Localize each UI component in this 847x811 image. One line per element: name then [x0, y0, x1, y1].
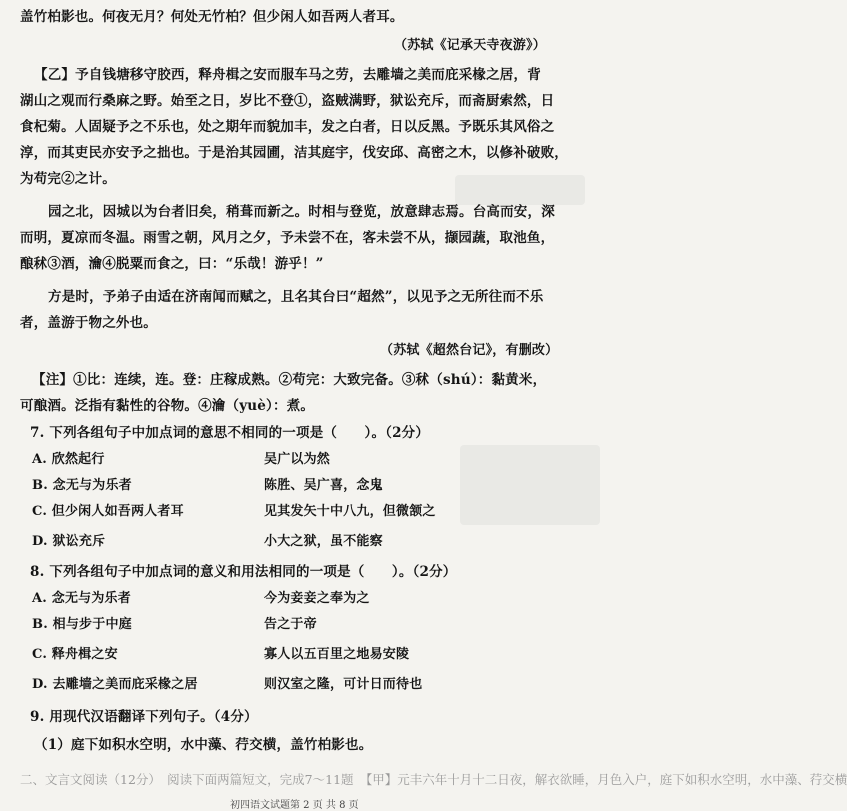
q8-option-d-left: D. 去雕墙之美而庇采椽之居 [32, 677, 198, 692]
q7-option-b-right: 陈胜、吴广喜，念鬼 [264, 478, 383, 493]
passage-b-line: 淳，而其吏民亦安予之拙也。于是治其园圃，洁其庭宇，伐安邱、高密之木，以修补破败， [20, 145, 568, 161]
passage-b-line: 为苟完②之计。 [20, 171, 116, 187]
notes-line: 可酿酒。泛指有黏性的谷物。④瀹（yuè）：煮。 [20, 398, 315, 414]
passage-b-tag: 【乙】 [34, 67, 76, 83]
question-9-stem: 9. 用现代汉语翻译下列句子。（4分） [30, 709, 258, 725]
passage-b-line: 湖山之观而行桑麻之野。始至之日，岁比不登①，盗贼满野，狱讼充斥，而斋厨索然，日 [20, 93, 555, 109]
passage-b-line: 食杞菊。人固疑予之不乐也，处之期年而貌加丰，发之白者，日以反黑。予既乐其风俗之 [20, 119, 555, 135]
page-footer: 初四语文试题第 2 页 共 8 页 [230, 800, 359, 811]
q7-option-d-right: 小大之狱，虽不能察 [264, 534, 383, 549]
q8-option-c-left: C. 释舟楫之安 [32, 647, 118, 662]
question-7-stem: 7. 下列各组句子中加点词的意思不相同的一项是（ ）。（2分） [30, 425, 430, 441]
q7-option-d-left: D. 狱讼充斥 [32, 534, 106, 549]
q7-option-c-left: C. 但少闲人如吾两人者耳 [32, 504, 184, 519]
passage-b-line: 方是时，予弟子由适在济南闻而赋之，且名其台曰“超然”，以见予之无所往而不乐 [48, 289, 544, 305]
q7-option-a-left: A. 欣然起行 [32, 452, 105, 467]
passage-a-source: （苏轼《记承天寺夜游》） [394, 38, 546, 53]
passage-b-line: 酿秫③酒，瀹④脱粟而食之，曰：“乐哉！游乎！” [20, 256, 324, 272]
passage-a-tail: 盖竹柏影也。何夜无月？何处无竹柏？但少闲人如吾两人者耳。 [20, 9, 404, 25]
passage-b-line: 【乙】予自钱塘移守胶西，释舟楫之安而服车马之劳，去雕墙之美而庇采椽之居，背 [34, 67, 541, 83]
q8-option-b-left: B. 相与步于中庭 [32, 617, 132, 632]
q8-option-c-right: 寡人以五百里之地易安陵 [264, 647, 410, 662]
q7-option-c-right: 见其发矢十中八九，但微颔之 [264, 504, 436, 519]
notes-line: 【注】①比：连续，连。登：庄稼成熟。②苟完：大致完备。③秫（shú）：黏黄米， [32, 372, 547, 388]
passage-b-line: 者，盖游于物之外也。 [20, 315, 157, 331]
question-9-item-1: （1）庭下如积水空明，水中藻、荇交横，盖竹柏影也。 [34, 737, 373, 753]
q8-option-a-left: A. 念无与为乐者 [32, 591, 131, 606]
passage-b-line: 园之北，因城以为台者旧矣，稍葺而新之。时相与登览，放意肆志焉。台高而安，深 [48, 204, 555, 220]
bleed-smudge [455, 175, 585, 205]
q8-option-b-right: 告之于帝 [264, 617, 317, 632]
q7-option-a-right: 吴广以为然 [264, 452, 331, 467]
passage-b-line: 而明，夏凉而冬温。雨雪之朝，风月之夕，予未尝不在，客未尝不从，撷园蔬，取池鱼， [20, 230, 555, 246]
q7-option-b-left: B. 念无与为乐者 [32, 478, 132, 493]
q8-option-d-right: 则汉室之隆，可计日而待也 [264, 677, 423, 692]
bleed-through-text: 二、文言文阅读（12分） 阅读下面两篇短文，完成7～11题 【甲】元丰六年十月十二日夜，解衣欲睡，月色入户，庭下如积水空明，水中藻、荇交横 [20, 772, 847, 787]
passage-b-source: （苏轼《超然台记》，有删改） [380, 343, 559, 358]
bleed-smudge [460, 445, 600, 525]
question-8-stem: 8. 下列各组句子中加点词的意义和用法相同的一项是（ ）。（2分） [30, 564, 457, 580]
q8-option-a-right: 今为妾妾之奉为之 [264, 591, 370, 606]
